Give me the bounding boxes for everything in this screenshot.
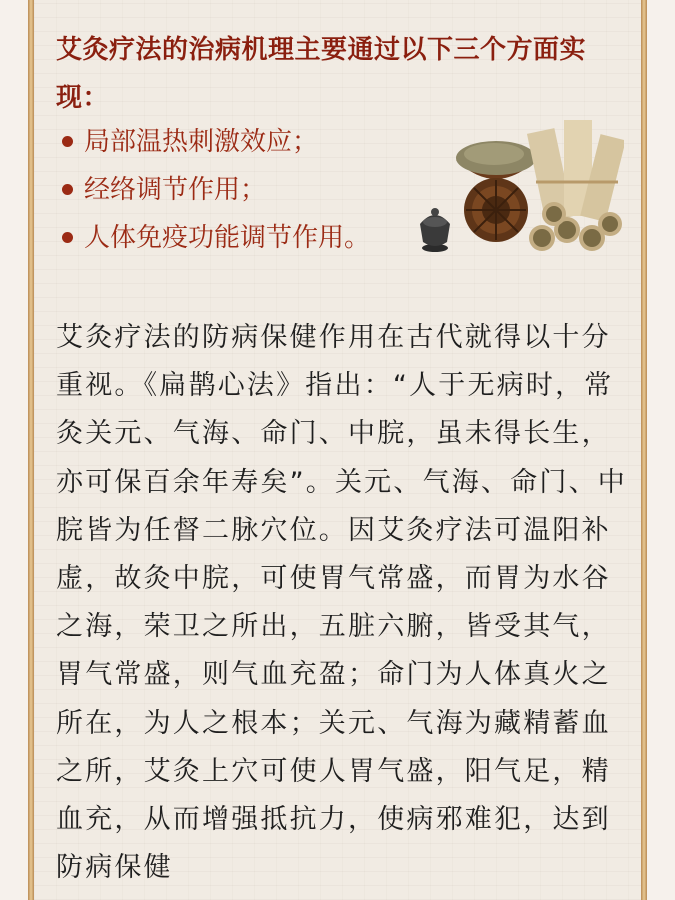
- bullet-dot-icon: [62, 136, 73, 147]
- incense-burner-icon: [420, 208, 450, 252]
- moxa-herbs-illustration: [414, 102, 624, 260]
- mechanism-list: [62, 122, 370, 266]
- moxa-bowl-icon: [456, 141, 536, 179]
- bullet-dot-icon: [62, 184, 73, 195]
- list-item: [62, 218, 370, 266]
- list-item-text: 人体免疫功能调节作用。: [84, 223, 371, 253]
- list-item-text: 经络调节作用；: [84, 175, 267, 205]
- list-item: [62, 122, 370, 170]
- list-item: [62, 170, 370, 218]
- moxa-rolls-icon: [527, 120, 624, 251]
- section-heading: 艾灸疗法的治病机理主要通过以下三个方面实现：: [56, 35, 587, 113]
- body-paragraph: 艾灸疗法的防病保健作用在古代就得以十分重视。《扁鹊心法》指出：“人于无病时，常灸关元、气海、命门、中脘，虽未得长生，亦可保百余年寿矣”。关元、气海、命门、中脘皆为任督二脉穴位。因艾灸疗法可温阳补虚，故灸中脘，可使胃气常盛，而胃为水谷之海，荣卫之所出，五脏六腑，皆受其气，胃气常盛，则气血充盈；命门为人体真火之所在，为人之根本；关元、气海为藏精蓄血之所，艾灸上穴可使人胃气盛，阳气足，精血充，从而增强抵抗力，使病邪难犯，达到防病保健: [56, 322, 627, 884]
- pine-cone-icon: [464, 178, 528, 242]
- page-margin-right: [647, 0, 675, 900]
- list-item-text: 局部温热刺激效应；: [84, 127, 319, 157]
- bullet-dot-icon: [62, 232, 73, 243]
- page-margin-left: [0, 0, 28, 900]
- gold-border-left: [28, 0, 34, 900]
- gold-border-right: [641, 0, 647, 900]
